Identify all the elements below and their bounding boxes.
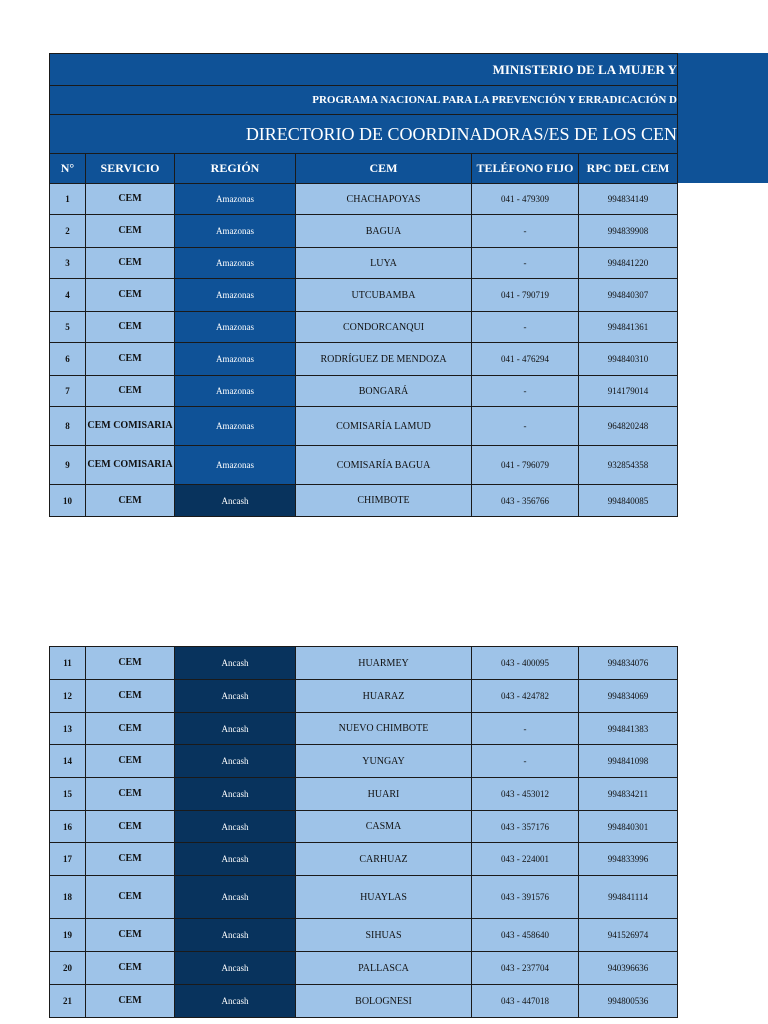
telefono-cell: 043 - 237704 bbox=[472, 952, 579, 985]
servicio-cell: CEM bbox=[86, 919, 175, 952]
region-cell: Ancash bbox=[175, 811, 296, 843]
servicio-cell: CEM bbox=[86, 215, 175, 248]
table-row bbox=[50, 811, 678, 843]
column-header-rpc: RPC DEL CEM bbox=[579, 154, 678, 184]
servicio-cell: CEM bbox=[86, 248, 175, 279]
rpc-cell: 994834069 bbox=[579, 680, 678, 713]
table-row bbox=[50, 680, 678, 713]
telefono-cell: 043 - 400095 bbox=[472, 647, 579, 680]
cem-name-cell: LUYA bbox=[296, 248, 472, 279]
table-body-page-1 bbox=[50, 184, 678, 517]
telefono-cell: 043 - 391576 bbox=[472, 876, 579, 919]
rpc-cell: 914179014 bbox=[579, 376, 678, 407]
table-row bbox=[50, 985, 678, 1018]
servicio-cell: CEM bbox=[86, 876, 175, 919]
telefono-cell: 041 - 479309 bbox=[472, 184, 579, 215]
telefono-cell: 043 - 453012 bbox=[472, 778, 579, 811]
program-title: PROGRAMA NACIONAL PARA LA PREVENCIÓN Y ERRADICACIÓN D bbox=[50, 86, 678, 115]
servicio-cell: CEM bbox=[86, 647, 175, 680]
cem-name-cell: CHIMBOTE bbox=[296, 485, 472, 517]
telefono-cell: 041 - 476294 bbox=[472, 343, 579, 376]
cem-name-cell: YUNGAY bbox=[296, 745, 472, 778]
rpc-cell: 994840307 bbox=[579, 279, 678, 312]
row-number: 17 bbox=[50, 843, 86, 876]
row-number: 16 bbox=[50, 811, 86, 843]
telefono-cell: - bbox=[472, 407, 579, 446]
column-header-region: REGIÓN bbox=[175, 154, 296, 184]
cem-name-cell: HUARMEY bbox=[296, 647, 472, 680]
telefono-cell: 043 - 357176 bbox=[472, 811, 579, 843]
region-cell: Ancash bbox=[175, 485, 296, 517]
region-cell: Ancash bbox=[175, 713, 296, 745]
region-cell: Amazonas bbox=[175, 343, 296, 376]
rpc-cell: 941526974 bbox=[579, 919, 678, 952]
region-cell: Amazonas bbox=[175, 312, 296, 343]
row-number: 5 bbox=[50, 312, 86, 343]
cem-name-cell: CARHUAZ bbox=[296, 843, 472, 876]
rpc-cell: 994841098 bbox=[579, 745, 678, 778]
region-cell: Amazonas bbox=[175, 248, 296, 279]
cem-name-cell: HUARI bbox=[296, 778, 472, 811]
table-row bbox=[50, 485, 678, 517]
telefono-cell: - bbox=[472, 745, 579, 778]
rpc-cell: 994841361 bbox=[579, 312, 678, 343]
row-number: 11 bbox=[50, 647, 86, 680]
rpc-cell: 994840310 bbox=[579, 343, 678, 376]
region-cell: Amazonas bbox=[175, 184, 296, 215]
ministry-title: MINISTERIO DE LA MUJER Y bbox=[50, 54, 678, 86]
row-number: 12 bbox=[50, 680, 86, 713]
row-number: 10 bbox=[50, 485, 86, 517]
directory-header-row bbox=[50, 115, 678, 154]
rpc-cell: 994834211 bbox=[579, 778, 678, 811]
rpc-cell: 994840085 bbox=[579, 485, 678, 517]
row-number: 3 bbox=[50, 248, 86, 279]
servicio-cell: CEM bbox=[86, 745, 175, 778]
region-cell: Ancash bbox=[175, 745, 296, 778]
table-row bbox=[50, 647, 678, 680]
telefono-cell: - bbox=[472, 376, 579, 407]
cem-name-cell: UTCUBAMBA bbox=[296, 279, 472, 312]
directory-table-page-1 bbox=[49, 53, 678, 517]
directory-table-page-2 bbox=[49, 646, 678, 1018]
telefono-cell: 041 - 790719 bbox=[472, 279, 579, 312]
cem-name-cell: BOLOGNESI bbox=[296, 985, 472, 1018]
region-cell: Amazonas bbox=[175, 279, 296, 312]
telefono-cell: - bbox=[472, 713, 579, 745]
servicio-cell: CEM bbox=[86, 952, 175, 985]
row-number: 21 bbox=[50, 985, 86, 1018]
table-row bbox=[50, 446, 678, 485]
servicio-cell: CEM bbox=[86, 680, 175, 713]
row-number: 14 bbox=[50, 745, 86, 778]
cem-name-cell: PALLASCA bbox=[296, 952, 472, 985]
table-row bbox=[50, 919, 678, 952]
column-header-number: N° bbox=[50, 154, 86, 184]
row-number: 20 bbox=[50, 952, 86, 985]
region-cell: Ancash bbox=[175, 952, 296, 985]
servicio-cell: CEM COMISARIA bbox=[86, 446, 175, 485]
rpc-cell: 994841114 bbox=[579, 876, 678, 919]
servicio-cell: CEM bbox=[86, 376, 175, 407]
region-cell: Amazonas bbox=[175, 215, 296, 248]
region-cell: Ancash bbox=[175, 919, 296, 952]
region-cell: Ancash bbox=[175, 647, 296, 680]
telefono-cell: - bbox=[472, 215, 579, 248]
table-row bbox=[50, 312, 678, 343]
cem-name-cell: COMISARÍA LAMUD bbox=[296, 407, 472, 446]
servicio-cell: CEM bbox=[86, 279, 175, 312]
table-row bbox=[50, 843, 678, 876]
table-row bbox=[50, 407, 678, 446]
rpc-cell: 994800536 bbox=[579, 985, 678, 1018]
column-header-row bbox=[50, 154, 678, 184]
row-number: 7 bbox=[50, 376, 86, 407]
cem-name-cell: COMISARÍA BAGUA bbox=[296, 446, 472, 485]
rpc-cell: 994841383 bbox=[579, 713, 678, 745]
rpc-cell: 994834149 bbox=[579, 184, 678, 215]
region-cell: Ancash bbox=[175, 680, 296, 713]
region-cell: Ancash bbox=[175, 843, 296, 876]
table-row bbox=[50, 184, 678, 215]
servicio-cell: CEM bbox=[86, 312, 175, 343]
region-cell: Amazonas bbox=[175, 376, 296, 407]
servicio-cell: CEM bbox=[86, 485, 175, 517]
rpc-cell: 994834076 bbox=[579, 647, 678, 680]
row-number: 13 bbox=[50, 713, 86, 745]
servicio-cell: CEM bbox=[86, 778, 175, 811]
rpc-cell: 994840301 bbox=[579, 811, 678, 843]
rpc-cell: 994839908 bbox=[579, 215, 678, 248]
rpc-cell: 932854358 bbox=[579, 446, 678, 485]
row-number: 6 bbox=[50, 343, 86, 376]
cem-name-cell: HUARAZ bbox=[296, 680, 472, 713]
cem-name-cell: HUAYLAS bbox=[296, 876, 472, 919]
cem-name-cell: BONGARÁ bbox=[296, 376, 472, 407]
table-row bbox=[50, 745, 678, 778]
table-row bbox=[50, 343, 678, 376]
telefono-cell: 043 - 458640 bbox=[472, 919, 579, 952]
table-row bbox=[50, 376, 678, 407]
rpc-cell: 964820248 bbox=[579, 407, 678, 446]
row-number: 1 bbox=[50, 184, 86, 215]
servicio-cell: CEM bbox=[86, 184, 175, 215]
cem-name-cell: CONDORCANQUI bbox=[296, 312, 472, 343]
row-number: 4 bbox=[50, 279, 86, 312]
table-row bbox=[50, 778, 678, 811]
cem-name-cell: BAGUA bbox=[296, 215, 472, 248]
telefono-cell: 043 - 424782 bbox=[472, 680, 579, 713]
table-row bbox=[50, 952, 678, 985]
cem-name-cell: RODRÍGUEZ DE MENDOZA bbox=[296, 343, 472, 376]
program-header-row bbox=[50, 86, 678, 115]
telefono-cell: 041 - 796079 bbox=[472, 446, 579, 485]
column-header-telefono: TELÉFONO FIJO bbox=[472, 154, 579, 184]
cem-name-cell: CASMA bbox=[296, 811, 472, 843]
servicio-cell: CEM bbox=[86, 713, 175, 745]
ministry-header-row bbox=[50, 54, 678, 86]
servicio-cell: CEM bbox=[86, 811, 175, 843]
table-row bbox=[50, 713, 678, 745]
row-number: 2 bbox=[50, 215, 86, 248]
column-header-cem: CEM bbox=[296, 154, 472, 184]
telefono-cell: 043 - 447018 bbox=[472, 985, 579, 1018]
rpc-cell: 994841220 bbox=[579, 248, 678, 279]
telefono-cell: 043 - 356766 bbox=[472, 485, 579, 517]
region-cell: Amazonas bbox=[175, 407, 296, 446]
servicio-cell: CEM bbox=[86, 985, 175, 1018]
row-number: 9 bbox=[50, 446, 86, 485]
row-number: 8 bbox=[50, 407, 86, 446]
servicio-cell: CEM bbox=[86, 843, 175, 876]
column-header-servicio: SERVICIO bbox=[86, 154, 175, 184]
cem-name-cell: NUEVO CHIMBOTE bbox=[296, 713, 472, 745]
table-row bbox=[50, 279, 678, 312]
telefono-cell: - bbox=[472, 312, 579, 343]
table-row bbox=[50, 215, 678, 248]
header-banner-extension bbox=[676, 53, 768, 183]
table-row bbox=[50, 248, 678, 279]
cem-name-cell: SIHUAS bbox=[296, 919, 472, 952]
servicio-cell: CEM bbox=[86, 343, 175, 376]
region-cell: Amazonas bbox=[175, 446, 296, 485]
telefono-cell: - bbox=[472, 248, 579, 279]
region-cell: Ancash bbox=[175, 985, 296, 1018]
telefono-cell: 043 - 224001 bbox=[472, 843, 579, 876]
cem-name-cell: CHACHAPOYAS bbox=[296, 184, 472, 215]
table-row bbox=[50, 876, 678, 919]
region-cell: Ancash bbox=[175, 876, 296, 919]
row-number: 15 bbox=[50, 778, 86, 811]
row-number: 18 bbox=[50, 876, 86, 919]
rpc-cell: 994833996 bbox=[579, 843, 678, 876]
directory-title: DIRECTORIO DE COORDINADORAS/ES DE LOS CEN bbox=[50, 115, 678, 154]
row-number: 19 bbox=[50, 919, 86, 952]
table-body-page-2 bbox=[50, 647, 678, 1018]
servicio-cell: CEM COMISARIA bbox=[86, 407, 175, 446]
region-cell: Ancash bbox=[175, 778, 296, 811]
rpc-cell: 940396636 bbox=[579, 952, 678, 985]
